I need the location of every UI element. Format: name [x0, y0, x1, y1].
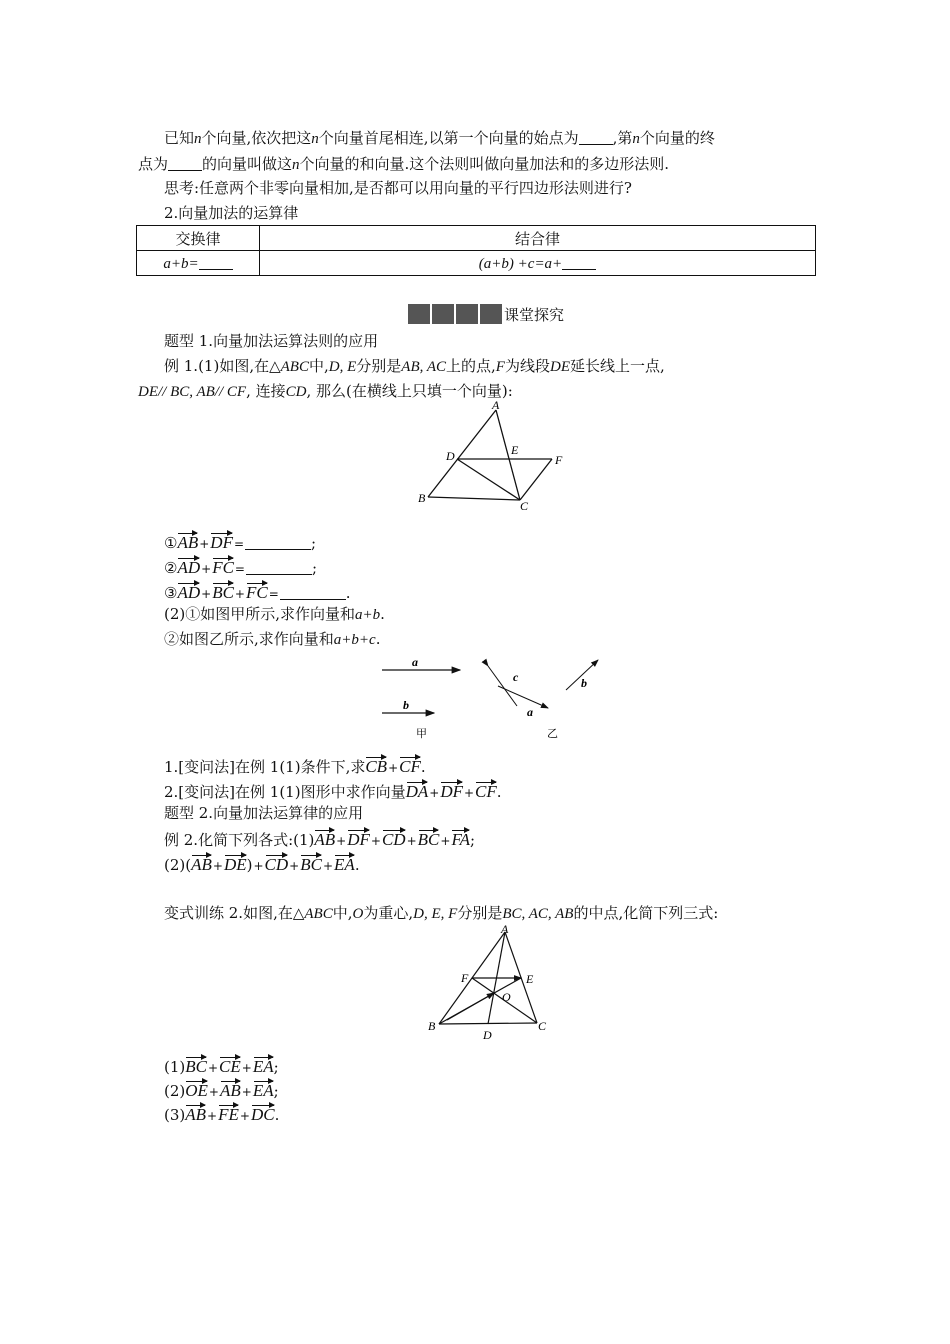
answer-blank: [245, 535, 311, 550]
vector-cf: CF: [475, 778, 497, 802]
vector-df: DF: [210, 529, 233, 553]
fig2-label-yi: 乙: [547, 727, 558, 740]
para1-line1: 已知n个向量,依次把这n个向量首尾相连,以第一个向量的始点为 ,第n个向量的终: [164, 129, 715, 147]
answer-blank: [246, 560, 312, 575]
fig1-label-c: C: [520, 499, 529, 513]
vector-cf: CF: [399, 753, 421, 777]
section-header: [408, 303, 564, 325]
blank: [168, 156, 202, 171]
part2-line1: (2)①如图甲所示,求作向量和a+b.: [164, 605, 385, 623]
figure-vectors-jia-yi: [370, 650, 620, 745]
variation-1: 1.[变问法]在例 1(1)条件下,求CB+CF.: [164, 753, 426, 778]
example2-line2: (2)(AB+DE)+CD+BC+EA.: [164, 851, 360, 876]
fig1-label-d: D: [446, 449, 455, 463]
fig3-label-d: D: [483, 1028, 492, 1042]
example1-line2: DE// BC, AB// CF, 连接CD, 那么(在横线上只填一个向量):: [138, 382, 513, 400]
section-decor-blocks: [408, 304, 504, 324]
vector-ad: AD: [177, 579, 200, 603]
fig3-label-o: O: [502, 990, 511, 1004]
type2-title: 题型 2.向量加法运算律的应用: [164, 804, 364, 822]
section-title: 课堂探究: [504, 305, 565, 324]
fig3-label-a: A: [501, 922, 509, 936]
question-2: ②AD+FC= ;: [164, 554, 317, 579]
fig2-label-jia: 甲: [416, 727, 427, 740]
question-3: ③AD+BC+FC= .: [164, 579, 351, 604]
vector-bc: BC: [212, 579, 234, 603]
law-associative-cell: (a+b) +c=a+: [260, 251, 816, 276]
fig1-label-f: F: [555, 453, 563, 467]
vector-ad: AD: [177, 554, 200, 578]
vector-df: DF: [440, 778, 463, 802]
type1-title: 题型 1.向量加法运算法则的应用: [164, 332, 379, 350]
fig3-label-c: C: [538, 1019, 547, 1033]
fig2-label-b2: b: [581, 676, 587, 690]
vector-fc: FC: [212, 554, 234, 578]
fig2-label-a: a: [412, 655, 418, 669]
question-1: ①AB+DF= ;: [164, 529, 316, 554]
example2-line1: 例 2.化简下列各式:(1)AB+DF+CD+BC+FA;: [164, 826, 475, 851]
training2-item2: (2)OE+AB+EA;: [164, 1077, 279, 1102]
fig3-label-e: E: [526, 972, 534, 986]
part2-line2: ②如图乙所示,求作向量和a+b+c.: [164, 630, 381, 648]
vector-a-yi: [498, 686, 548, 708]
figure-triangle-abc-def: [410, 398, 580, 513]
example1-line1: 例 1.(1)如图,在△ABC中,D, E分别是AB, AC上的点,F为线段DE延长线上一点,: [164, 357, 665, 375]
law-header-associative: 结合律: [260, 226, 816, 251]
think-question: 思考:任意两个非零向量相加,是否都可以用向量的平行四边形法则进行?: [164, 179, 632, 197]
fig1-label-b: B: [418, 491, 426, 505]
law-heading: 2.向量加法的运算律: [164, 204, 299, 222]
fig2-label-b: b: [403, 698, 409, 712]
training2-item1: (1)BC+CE+EA;: [164, 1053, 279, 1078]
fig2-label-a2: a: [527, 705, 533, 719]
vector-ab: AB: [177, 529, 198, 553]
fig1-label-a: A: [492, 398, 500, 412]
law-commutative-cell: a+b=: [137, 251, 260, 276]
training2-item3: (3)AB+FE+DC.: [164, 1101, 279, 1126]
training2-statement: 变式训练 2.如图,在△ABC中,O为重心,D, E, F分别是BC, AC, AB的中点,化简下列三式:: [164, 904, 719, 922]
variation-2: 2.[变问法]在例 1(1)图形中求作向量DA+DF+CF.: [164, 778, 502, 803]
answer-blank: [280, 585, 346, 600]
fig3-label-b: B: [428, 1019, 436, 1033]
fig2-label-c: c: [513, 670, 519, 684]
law-table: [136, 225, 816, 276]
figure-centroid-triangle: [425, 920, 560, 1042]
vector-cb: CB: [365, 753, 387, 777]
vector-da: DA: [406, 778, 429, 802]
blank: [579, 130, 613, 145]
law-header-commutative: 交换律: [137, 226, 260, 251]
para1-line2: 点为 的向量叫做这n个向量的和向量.这个法则叫做向量加法和的多边形法则.: [138, 155, 670, 173]
vector-fc: FC: [246, 579, 268, 603]
fig3-label-f: F: [461, 971, 469, 985]
fig1-label-e: E: [511, 443, 519, 457]
